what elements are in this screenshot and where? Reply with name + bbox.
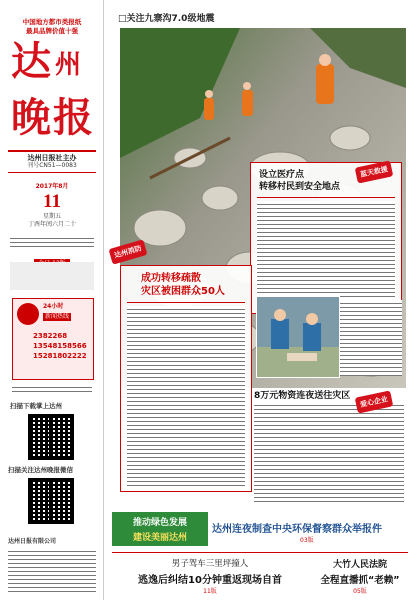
- qr-code-wechat[interactable]: [28, 478, 74, 524]
- article-2-body: [127, 306, 245, 486]
- badge-blue-sky-rescue: 蓝天救援: [355, 160, 394, 183]
- divider: [127, 302, 245, 303]
- publisher: 达州日报社主办: [27, 154, 77, 162]
- qr-code-app[interactable]: [28, 414, 74, 460]
- article-3-body: [254, 402, 404, 502]
- article-evacuation: [120, 265, 252, 492]
- issue-number: 刊号CN51—0083: [27, 162, 77, 169]
- footer-right-story[interactable]: [312, 557, 408, 596]
- phone-2: 13548158566: [33, 342, 87, 350]
- lunar-date: 丁酉年闰六月二十: [27, 221, 76, 228]
- footer-left-page-ref: 11版: [203, 588, 217, 595]
- article-2-headline: [141, 272, 225, 298]
- ad-block: [10, 262, 94, 290]
- date-block: [10, 183, 94, 269]
- slogan-line-1: 中国地方都市类报纸: [22, 18, 82, 26]
- address-lines: [12, 384, 92, 392]
- article-1-headline-1: 设立医疗点: [259, 170, 305, 180]
- phone-icon: [17, 303, 39, 325]
- masthead-sidebar: [0, 0, 104, 600]
- hotline-sub: 新闻热线: [45, 313, 70, 320]
- footer-right-line-1: 大竹人民法院: [332, 560, 387, 570]
- slogan-line-2: 最具品牌价值十强: [26, 27, 78, 35]
- phone-3: 15281802222: [33, 352, 87, 360]
- phone-list: [33, 331, 91, 361]
- article-1-body-cont: [340, 300, 402, 376]
- slogan: [4, 18, 100, 36]
- newspaper-logo: 达 州 晚 报: [11, 38, 93, 141]
- footer-left-line-1: 男子驾车三里坪撞人: [171, 559, 249, 569]
- article-medical-station: [250, 162, 402, 314]
- weekday: 星期五: [42, 213, 61, 220]
- banner-left-2: 建设美丽达州: [132, 533, 187, 543]
- company-info-lines: [8, 548, 96, 592]
- article-1-body: [257, 201, 395, 307]
- hotline-label: 24小时: [43, 303, 64, 310]
- footer-right-page-ref: 05版: [353, 588, 367, 595]
- date-year-month: 2017年8月: [35, 183, 69, 190]
- scan-wechat-label: 扫描关注达州晚报微信: [8, 466, 73, 474]
- medics-scene: [257, 297, 339, 377]
- article-3-headline: 8万元物资连夜送往灾区: [254, 391, 351, 401]
- footer-left-story[interactable]: [112, 557, 308, 596]
- footer-right-line-2: 全程直播抓“老赖”: [320, 575, 400, 586]
- badge-fire-rescue: 达州消防: [108, 239, 147, 264]
- article-2-headline-1: 成功转移疏散: [141, 273, 201, 284]
- article-1-headline: [259, 169, 340, 193]
- footer-left-line-2: 逃逸后纠结10分钟重返现场自首: [138, 575, 282, 586]
- info-lines: [10, 235, 94, 247]
- phone-1: 2382268: [33, 332, 68, 340]
- section-header: □关注九寨沟7.0级地震: [118, 14, 215, 24]
- company-info: 达州日报有限公司: [8, 538, 57, 545]
- article-2-headline-2: 灾区被困群众50人: [141, 286, 225, 297]
- banner-left-1: 推动绿色发展: [132, 518, 187, 528]
- banner-headline[interactable]: 达州连夜制查中央环保督察群众举报件: [212, 524, 382, 535]
- publisher-box: [8, 150, 96, 173]
- green-banner: [112, 512, 208, 546]
- date-day: 11: [43, 191, 61, 212]
- medical-photo: [256, 296, 340, 378]
- article-1-headline-2: 转移村民到安全地点: [259, 182, 341, 192]
- divider: [257, 197, 395, 198]
- hotline-box: [12, 298, 94, 380]
- badge-charity-company: 爱心企业: [355, 390, 394, 413]
- footer-divider: [112, 552, 408, 553]
- banner-page-ref: 03版: [300, 537, 314, 544]
- scan-news-label: 扫描下载掌上达州: [10, 402, 62, 410]
